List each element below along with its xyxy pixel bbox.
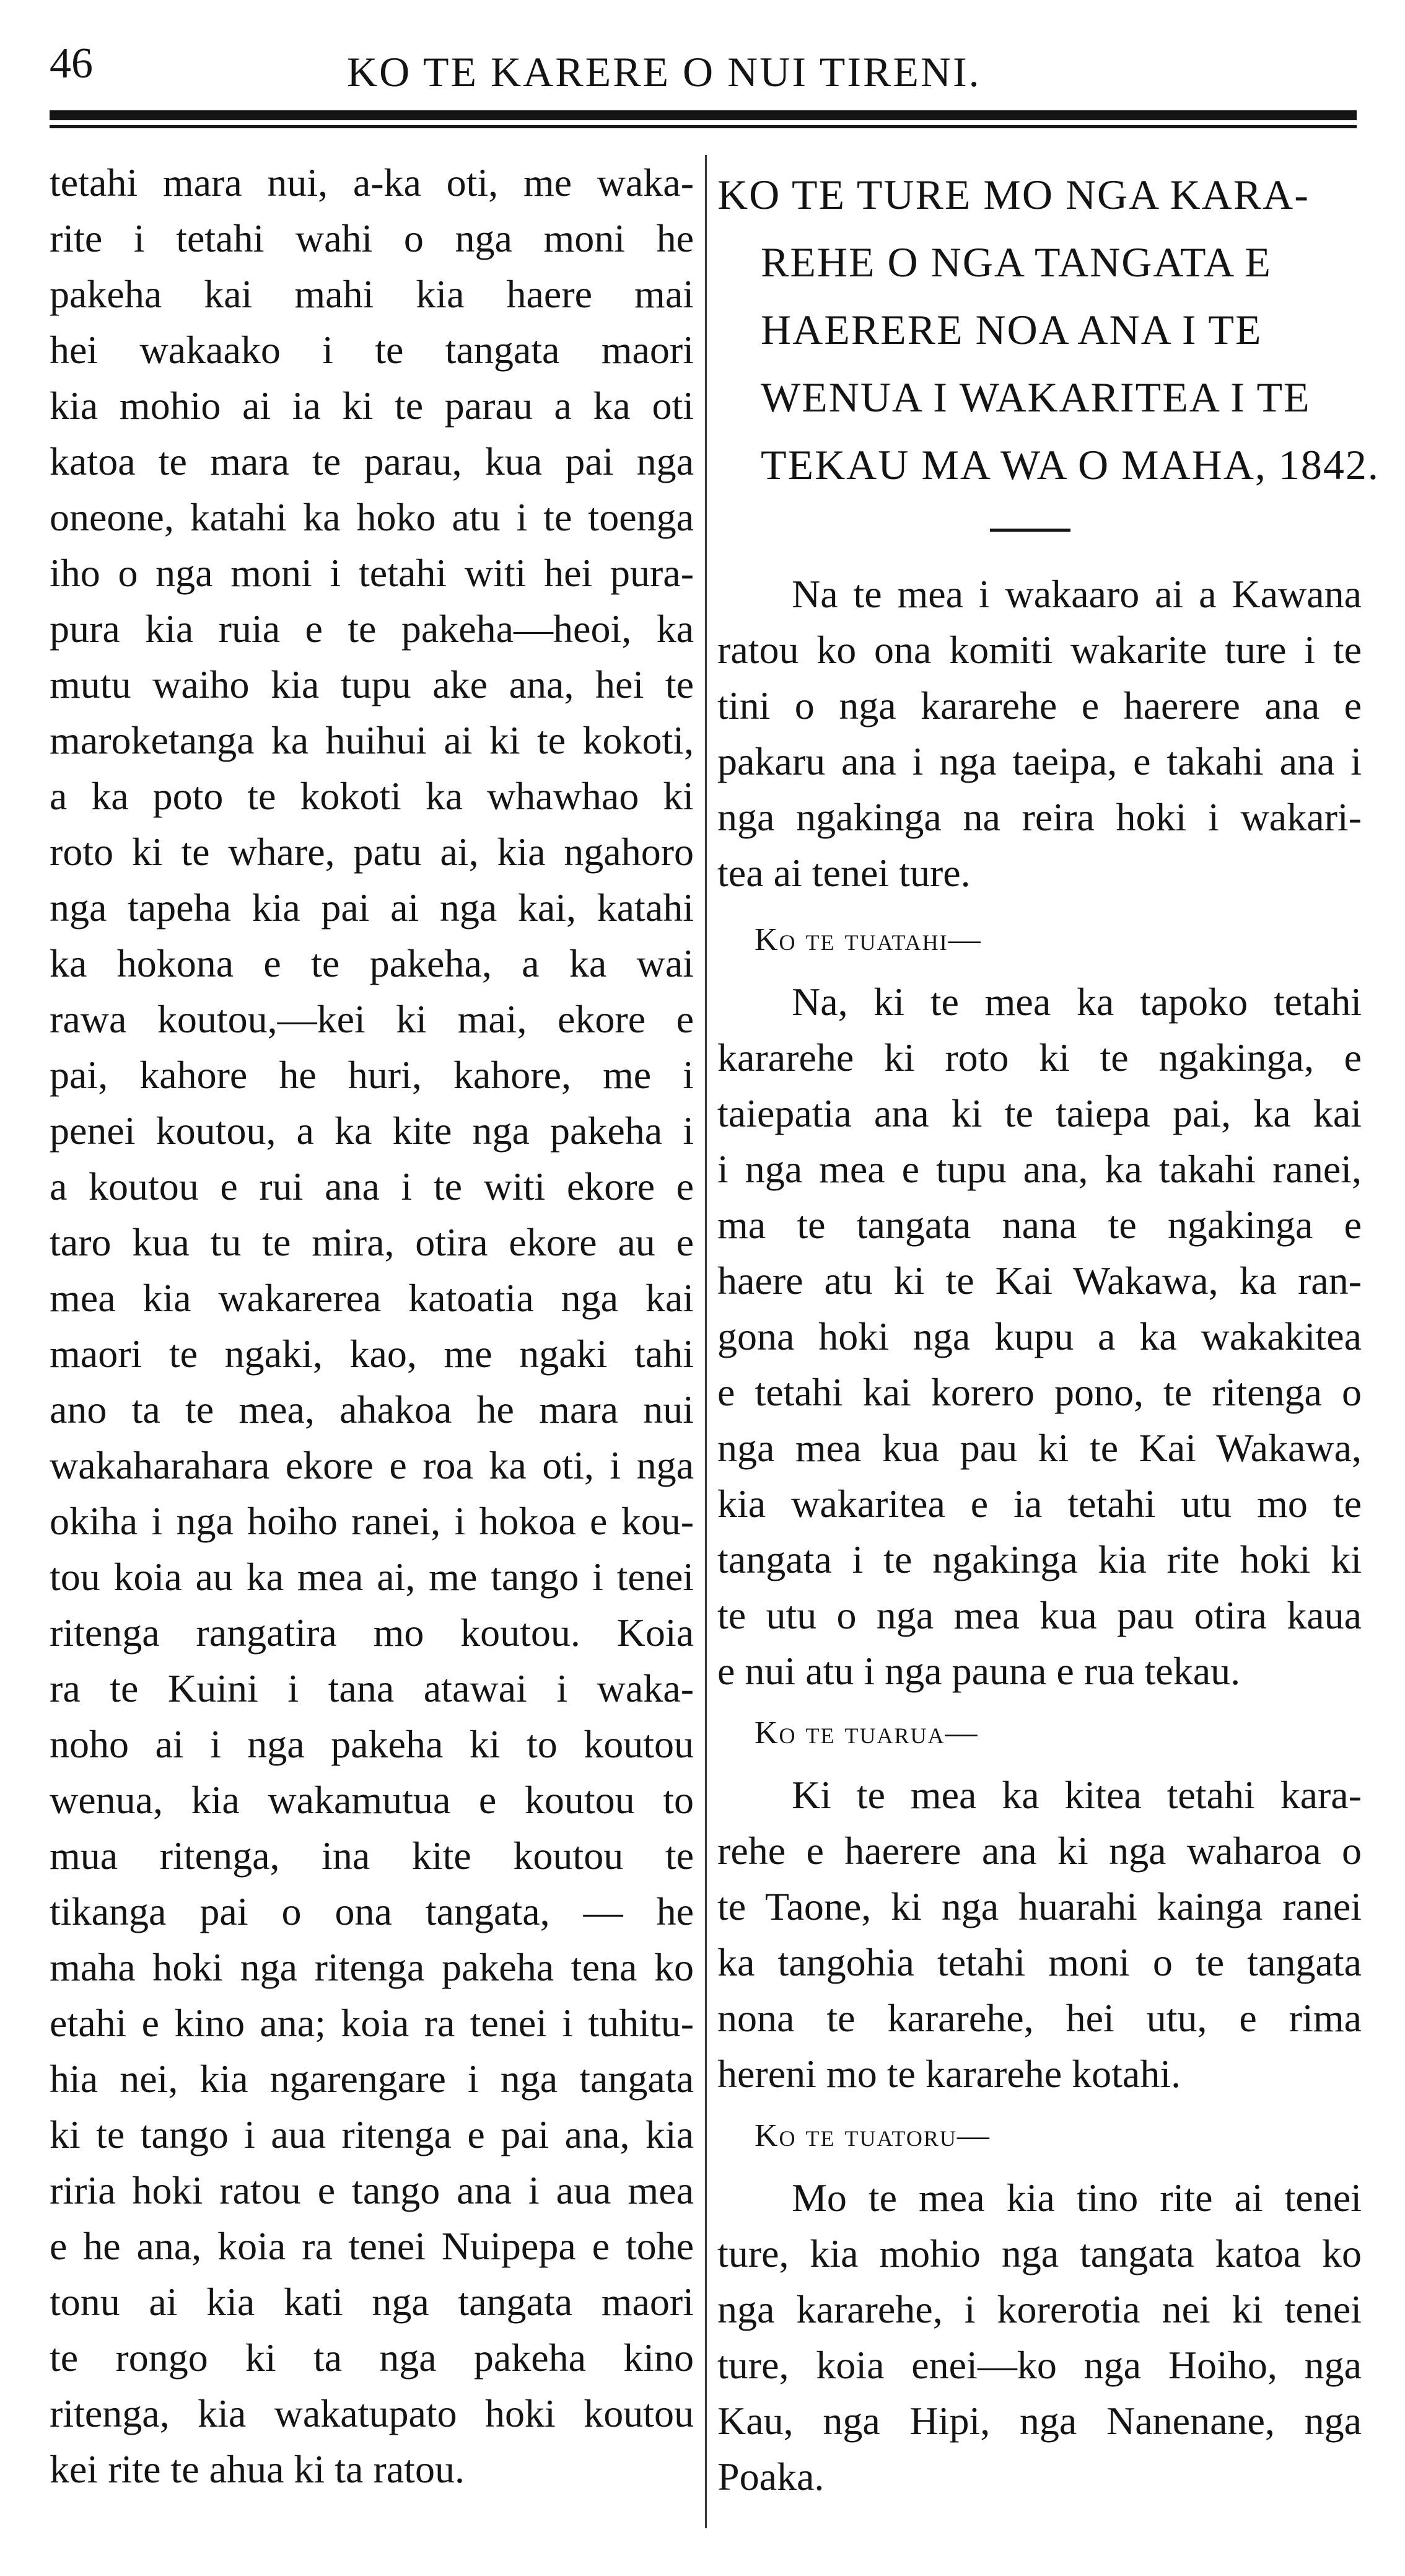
text-line: ra te Kuini i tana atawai i waka- — [50, 1666, 694, 1710]
right-column — [717, 161, 1380, 2505]
text-line: kia wakaritea e ia tetahi utu mo te — [717, 1482, 1362, 1526]
text-line: wakaharahara ekore e roa ka oti, i nga — [50, 1443, 694, 1487]
text-line: ture, koia enei—ko nga Hoiho, nga — [717, 2343, 1362, 2387]
text-line: tetahi mara nui, a-ka oti, me waka- — [50, 160, 694, 204]
text-line: Poaka. — [717, 2455, 825, 2499]
text-line: Ki te mea ka kitea tetahi kara- — [792, 1773, 1362, 1817]
text-line: riria hoki ratou e tango ana i aua mea — [50, 2168, 694, 2212]
text-line: tikanga pai o ona tangata, — he — [50, 1889, 694, 1933]
text-line: kia mohio ai ia ki te parau a ka oti — [50, 384, 694, 428]
text-line: oneone, katahi ka hoko atu i te toenga — [50, 495, 694, 539]
headline-divider — [990, 529, 1070, 532]
text-line: ka hokona e te pakeha, a ka wai — [50, 941, 694, 985]
text-line: iho o nga moni i tetahi witi hei pura- — [50, 551, 694, 595]
text-line: tangata i te ngakinga kia rite hoki ki — [717, 1537, 1362, 1581]
text-line: nga kararehe, i korerotia nei ki tenei — [717, 2287, 1362, 2331]
text-line: tini o nga kararehe e haerere ana e — [717, 684, 1362, 728]
text-line: kei rite te ahua ki ta ratou. — [50, 2447, 465, 2491]
text-line: rawa koutou,—kei ki mai, ekore e — [50, 997, 694, 1041]
law-preamble — [717, 566, 1362, 901]
text-line: hia nei, kia ngarengare i nga tangata — [50, 2057, 694, 2101]
text-line: te Taone, ki nga huarahi kainga ranei — [717, 1884, 1362, 1928]
text-line: ma te tangata nana te ngakinga e — [717, 1203, 1362, 1247]
text-line: ratou ko ona komiti wakarite ture i te — [717, 628, 1362, 672]
text-line: pai, kahore he huri, kahore, me i — [50, 1053, 694, 1097]
column-divider — [705, 155, 707, 2528]
text-line: ritenga, kia wakatupato hoki koutou — [50, 2391, 694, 2435]
text-line: Na, ki te mea ka tapoko tetahi — [792, 980, 1362, 1024]
text-line: nga mea kua pau ki te Kai Wakawa, — [717, 1426, 1362, 1470]
headline-line: HAERERE NOA ANA I TE — [761, 306, 1263, 353]
text-line: penei koutou, a ka kite nga pakeha i — [50, 1109, 694, 1153]
text-line: tea ai tenei ture. — [717, 851, 971, 895]
left-column — [50, 155, 694, 2497]
law-headline — [717, 161, 1380, 499]
headline-line: KO TE TURE MO NGA KARA- — [717, 171, 1310, 218]
text-line: te utu o nga mea kua pau otira kaua — [717, 1593, 1362, 1637]
text-line: ki te tango i aua ritenga e pai ana, kia — [50, 2112, 694, 2156]
text-line: ka tangohia tetahi moni o te tangata — [717, 1940, 1362, 1984]
text-line: roto ki te whare, patu ai, kia ngahoro — [50, 830, 694, 874]
text-line: Mo te mea kia tino rite ai tenei — [792, 2176, 1362, 2220]
text-line: i nga mea e tupu ana, ka takahi ranei, — [717, 1147, 1362, 1191]
header-rule-thick — [50, 110, 1357, 120]
text-line: nona te kararehe, hei utu, e rima — [717, 1996, 1362, 2040]
text-line: a koutou e rui ana i te witi ekore e — [50, 1164, 694, 1208]
text-line: mutu waiho kia tupu ake ana, hei te — [50, 662, 694, 706]
text-line: katoa te mara te parau, kua pai nga — [50, 439, 694, 483]
text-line: okiha i nga hoiho ranei, i hokoa e kou- — [50, 1499, 694, 1543]
text-line: taiepatia ana ki te taiepa pai, ka kai — [717, 1091, 1362, 1135]
text-line: mea kia wakarerea katoatia nga kai — [50, 1276, 694, 1320]
running-head-title: KO TE KARERE O NUI TIRENI. — [347, 48, 981, 95]
text-line: kararehe ki roto ki te ngakinga, e — [717, 1035, 1362, 1079]
text-line: e nui atu i nga pauna e rua tekau. — [717, 1649, 1241, 1693]
header-rule-thin — [50, 125, 1357, 128]
text-line: ture, kia mohio nga tangata katoa ko — [717, 2231, 1362, 2275]
text-line: e he ana, koia ra tenei Nuipepa e tohe — [50, 2224, 694, 2268]
text-line: e tetahi kai korero pono, te ritenga o — [717, 1370, 1362, 1414]
text-line: gona hoki nga kupu a ka wakakitea — [717, 1314, 1362, 1358]
section-heading: Ko te tuatahi— — [755, 922, 982, 957]
text-line: maori te ngaki, kao, me ngaki tahi — [50, 1332, 694, 1376]
text-line: noho ai i nga pakeha ki to koutou — [50, 1722, 694, 1766]
text-line: haere atu ki te Kai Wakawa, ka ran- — [717, 1259, 1362, 1303]
text-line: nga tapeha kia pai ai nga kai, katahi — [50, 886, 694, 930]
headline-line: TEKAU MA WA O MAHA, 1842. — [761, 441, 1380, 488]
text-line: pakaru ana i nga taeipa, e takahi ana i — [717, 739, 1362, 783]
text-line: nga ngakinga na reira hoki i wakari- — [717, 795, 1362, 839]
text-line: Na te mea i wakaaro ai a Kawana — [792, 572, 1362, 616]
section-heading: Ko te tuarua— — [755, 1715, 979, 1751]
text-line: rite i tetahi wahi o nga moni he — [50, 216, 694, 260]
text-line: te rongo ki ta nga pakeha kino — [50, 2336, 694, 2380]
text-line: a ka poto te kokoti ka whawhao ki — [50, 774, 694, 818]
headline-line: REHE O NGA TANGATA E — [761, 239, 1272, 286]
law-sections — [717, 906, 1362, 2505]
text-line: mua ritenga, ina kite koutou te — [50, 1834, 694, 1878]
text-line: hei wakaako i te tangata maori — [50, 328, 694, 372]
text-line: ano ta te mea, ahakoa he mara nui — [50, 1387, 694, 1431]
text-line: etahi e kino ana; koia ra tenei i tuhitu- — [50, 2001, 694, 2045]
page-number: 46 — [50, 40, 93, 87]
text-line: Kau, nga Hipi, nga Nanenane, nga — [717, 2399, 1362, 2443]
text-line: maroketanga ka huihui ai ki te kokoti, — [50, 718, 694, 762]
text-line: rehe e haerere ana ki nga waharoa o — [717, 1829, 1362, 1873]
text-line: wenua, kia wakamutua e koutou to — [50, 1778, 694, 1822]
text-line: pura kia ruia e te pakeha—heoi, ka — [50, 607, 694, 651]
headline-line: WENUA I WAKARITEA I TE — [761, 374, 1311, 421]
text-line: hereni mo te kararehe kotahi. — [717, 2052, 1181, 2096]
text-line: tou koia au ka mea ai, me tango i tenei — [50, 1555, 694, 1599]
section-heading: Ko te tuatoru— — [755, 2118, 991, 2153]
text-line: pakeha kai mahi kia haere mai — [50, 272, 694, 316]
text-line: tonu ai kia kati nga tangata maori — [50, 2280, 694, 2324]
text-line: maha hoki nga ritenga pakeha tena ko — [50, 1945, 694, 1989]
text-line: ritenga rangatira mo koutou. Koia — [50, 1611, 694, 1655]
text-line: taro kua tu te mira, otira ekore au e — [50, 1220, 694, 1264]
